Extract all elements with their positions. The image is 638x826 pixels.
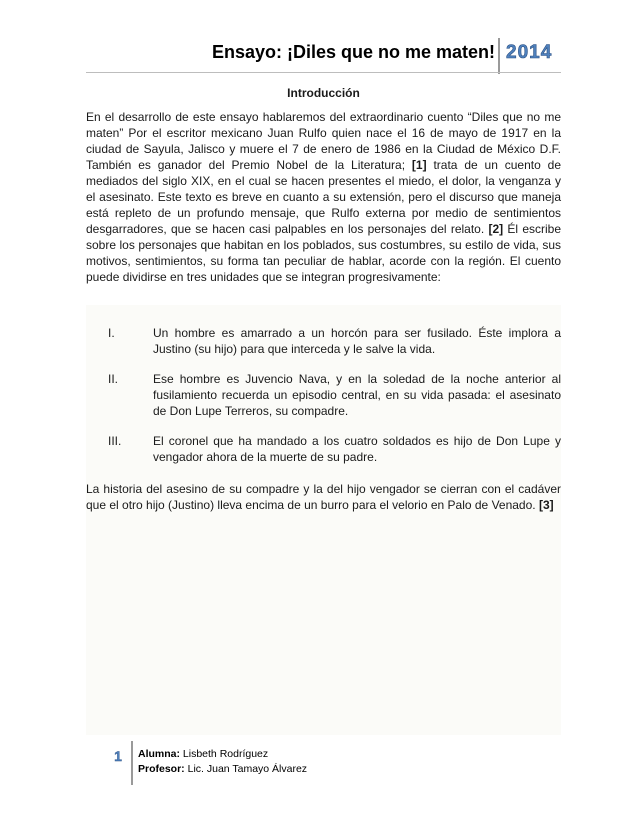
list-numeral: II. <box>108 372 119 386</box>
student-label: Alumna: <box>138 748 180 760</box>
closing-paragraph <box>86 481 561 513</box>
intro-paragraph <box>86 109 561 285</box>
intro-text-3: Él escribe sobre los personajes que habitan en los poblados, sus costumbres, su estilo de vida, sus motivos, sentimientos, su forma tan peculiar de hablar, acorde con la región. El cuento puede dividirse en tres unidades que se integran progresivamente: <box>86 222 561 284</box>
section-title: Introducción <box>287 86 360 100</box>
list-text: El coronel que ha mandado a los cuatro soldados es hijo de Don Lupe y vengador ahora de la muerte de su padre. <box>153 434 561 464</box>
page-number: 1 <box>114 748 122 764</box>
list-item <box>86 371 561 419</box>
units-list <box>86 325 561 479</box>
list-numeral: III. <box>108 434 122 448</box>
intro-text-1: En el desarrollo de este ensayo hablaremos del extraordinario cuento “Diles que no me maten” Por el escritor mexicano Juan Rulfo quien nace el 16 de mayo de 1917 en la ciudad de Sayula, Jalisco y muere el 7 de enero de 1986 en la Ciudad de México D.F. También es ganador del Premio Nobel de la Literatura; <box>86 110 561 172</box>
header-divider <box>498 38 500 74</box>
list-text: Un hombre es amarrado a un horcón para ser fusilado. Éste implora a Justino (su hijo) para que interceda y le salve la vida. <box>153 326 561 356</box>
footer-teacher <box>138 763 307 775</box>
list-numeral: I. <box>108 326 115 340</box>
reference-1: [1] <box>411 158 427 172</box>
header-year: 2014 <box>506 42 553 63</box>
footer-student <box>138 748 268 760</box>
header-rule <box>86 72 561 73</box>
document-title: Ensayo: ¡Diles que no me maten! <box>211 42 495 62</box>
list-item <box>86 433 561 465</box>
reference-2: [2] <box>488 222 504 236</box>
footer-divider <box>131 741 133 785</box>
intro-text-2: trata de un cuento de mediados del siglo XIX, en el cual se hacen presentes el miedo, el dolor, la venganza y el asesinato. Este texto es breve en cuanto a su extensión, pero el discurso que maneja está repleto de un profundo mensaje, que Rulfo externa por medio de sentimientos desgarradores, que se hacen casi palpables en los personajes del relato. <box>86 158 561 236</box>
reference-3: [3] <box>538 498 554 512</box>
teacher-label: Profesor: <box>138 763 185 775</box>
teacher-name: Lic. Juan Tamayo Álvarez <box>184 763 308 775</box>
student-name: Lisbeth Rodríguez <box>180 748 269 760</box>
closing-text: La historia del asesino de su compadre y la del hijo vengador se cierran con el cadáver que el otro hijo (Justino) lleva encima de un burro para el velorio en Palo de Venado. <box>86 482 561 512</box>
list-item <box>86 325 561 357</box>
list-text: Ese hombre es Juvencio Nava, y en la soledad de la noche anterior al fusilamiento recuerda un episodio central, en su vida pasada: el asesinato de Don Lupe Terreros, su compadre. <box>153 372 561 418</box>
